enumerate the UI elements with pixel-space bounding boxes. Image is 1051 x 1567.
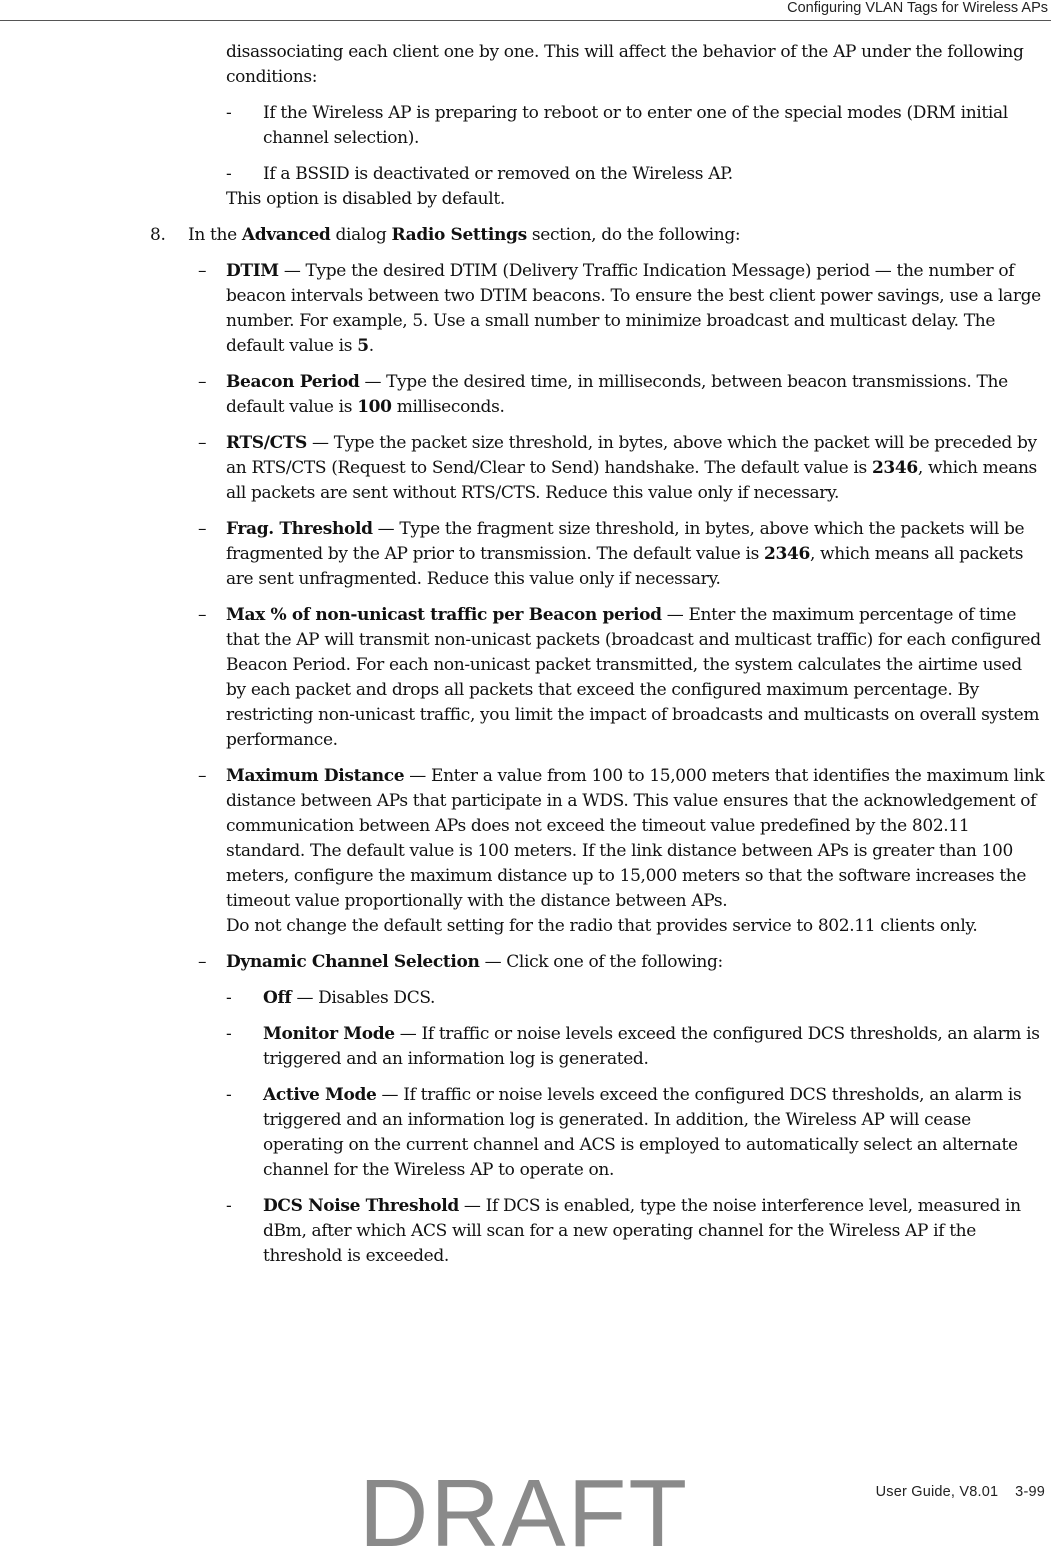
step-number: 8. xyxy=(150,225,166,245)
option-desc: — If traffic or noise levels exceed the configured DCS thresholds, an alarm is triggered and an information log is generated. In addition, the Wireless AP will cease operating on the current channel and ACS is employed to automatically select an alternate channel for the Wireless AP to operate on. xyxy=(263,1085,1022,1180)
condition-text: If a BSSID is deactivated or removed on the Wireless AP. xyxy=(263,164,733,184)
setting-dynamic-channel-selection xyxy=(0,950,1051,975)
setting-term: Beacon Period xyxy=(226,372,360,392)
dcs-option-active-mode xyxy=(0,1083,1051,1183)
default-note: This option is disabled by default. xyxy=(226,189,505,209)
dash-marker: – xyxy=(198,519,207,539)
setting-term: Dynamic Channel Selection xyxy=(226,952,480,972)
setting-desc: — Type the packet size threshold, in bytes, above which the packet will be preceded by an RTS/CTS (Request to Send/Clear to Send) handshake. The default value is xyxy=(226,433,1037,478)
setting-max-non-unicast xyxy=(0,603,1051,753)
setting-desc: — Click one of the following: xyxy=(479,952,723,972)
option-term: DCS Noise Threshold xyxy=(263,1196,459,1216)
dash-marker: – xyxy=(198,766,207,786)
option-marker: - xyxy=(226,1024,232,1044)
setting-desc: — Type the fragment size threshold, in bytes, above which the packets will be fragmented by the AP prior to transmission. The default value is xyxy=(226,519,1025,564)
setting-term: Maximum Distance xyxy=(226,766,405,786)
step-bold-radio-settings: Radio Settings xyxy=(391,225,527,245)
setting-desc: — Enter the maximum percentage of time that the AP will transmit non-unicast packets (broadcast and multicast traffic) for each configured Beacon Period. For each non-unicast packet transmitted, the system calculates the airtime used by each packet and drops all packets that exceed the configured maximum percentage. By restricting non-unicast traffic, you limit the impact of broadcasts and multicasts on overall system performance. xyxy=(226,605,1041,750)
dash-marker: – xyxy=(198,433,207,453)
option-term: Monitor Mode xyxy=(263,1024,395,1044)
setting-term: DTIM xyxy=(226,261,279,281)
setting-beacon-period xyxy=(0,370,1051,420)
default-value: 5 xyxy=(357,336,369,356)
option-marker: - xyxy=(226,1196,232,1216)
page-footer xyxy=(876,1484,1045,1500)
setting-tail: , which means all packets are sent without RTS/CTS. Reduce this value only if necessary. xyxy=(226,458,1037,503)
default-value: 2346 xyxy=(871,458,918,478)
option-desc: — Disables DCS. xyxy=(291,988,436,1008)
setting-frag-threshold xyxy=(0,517,1051,592)
setting-maximum-distance xyxy=(0,764,1051,914)
dash-marker: – xyxy=(198,605,207,625)
option-term: Active Mode xyxy=(263,1085,377,1105)
option-desc: — If traffic or noise levels exceed the configured DCS thresholds, an alarm is triggered and an information log is generated. xyxy=(263,1024,1040,1069)
option-marker: - xyxy=(226,1085,232,1105)
step-bold-advanced: Advanced xyxy=(241,225,331,245)
setting-desc: — Enter a value from 100 to 15,000 meters that identifies the maximum link distance between APs that participate in a WDS. This value ensures that the acknowledgement of communication between APs does not exceed the timeout value predefined by the 802.11 standard. The default value is 100 meters. If the link distance between APs is greater than 100 meters, configure the maximum distance up to 15,000 meters so that the software increases the timeout value proportionally with the distance between APs. xyxy=(226,766,1045,911)
intro-paragraph: disassociating each client one by one. This will affect the behavior of the AP under the following conditions: xyxy=(226,42,1024,87)
dcs-option-monitor-mode xyxy=(0,1022,1051,1072)
header-rule xyxy=(0,20,1051,21)
option-desc: — If DCS is enabled, type the noise interference level, measured in dBm, after which ACS will scan for a new operating channel for the Wireless AP if the threshold is exceeded. xyxy=(263,1196,1021,1266)
running-header: Configuring VLAN Tags for Wireless APs xyxy=(787,0,1048,16)
setting-tail: milliseconds. xyxy=(391,397,505,417)
condition-item xyxy=(0,162,1051,187)
dash-marker: – xyxy=(198,372,207,392)
dcs-option-off xyxy=(0,986,1051,1011)
condition-text: If the Wireless AP is preparing to reboot or to enter one of the special modes (DRM initial channel selection). xyxy=(263,103,1008,148)
draft-watermark: DRAFT xyxy=(359,1460,689,1567)
default-value: 2346 xyxy=(764,544,810,564)
condition-marker: - xyxy=(226,103,232,123)
dash-marker: – xyxy=(198,261,207,281)
page-content xyxy=(0,40,1051,1269)
default-value: 100 xyxy=(357,397,392,417)
setting-tail: , which means all packets are sent unfragmented. Reduce this value only if necessary. xyxy=(226,544,1024,589)
setting-rts-cts xyxy=(0,431,1051,506)
step-8 xyxy=(0,223,1051,248)
step-text: dialog xyxy=(330,225,392,245)
footer-text: User Guide, V8.01 3-99 xyxy=(875,1484,1045,1500)
distance-note: Do not change the default setting for the radio that provides service to 802.11 clients only. xyxy=(226,916,978,936)
setting-tail: . xyxy=(368,336,374,356)
step-text: In the xyxy=(188,225,242,245)
dcs-option-noise-threshold xyxy=(0,1194,1051,1269)
setting-term: Frag. Threshold xyxy=(226,519,373,539)
setting-dtim xyxy=(0,259,1051,359)
condition-marker: - xyxy=(226,164,232,184)
setting-desc: — Type the desired DTIM (Delivery Traffic Indication Message) period — the number of beacon intervals between two DTIM beacons. To ensure the best client power savings, use a large number. For example, 5. Use a small number to minimize broadcast and multicast delay. The default value is xyxy=(226,261,1041,356)
setting-desc: — Type the desired time, in milliseconds, between beacon transmissions. The default value is xyxy=(226,372,1008,417)
option-term: Off xyxy=(263,988,292,1008)
step-text: section, do the following: xyxy=(526,225,741,245)
setting-term: Max % of non-unicast traffic per Beacon period xyxy=(226,605,662,625)
option-marker: - xyxy=(226,988,232,1008)
condition-item xyxy=(0,101,1051,151)
setting-term: RTS/CTS xyxy=(226,433,307,453)
dash-marker: – xyxy=(198,952,207,972)
